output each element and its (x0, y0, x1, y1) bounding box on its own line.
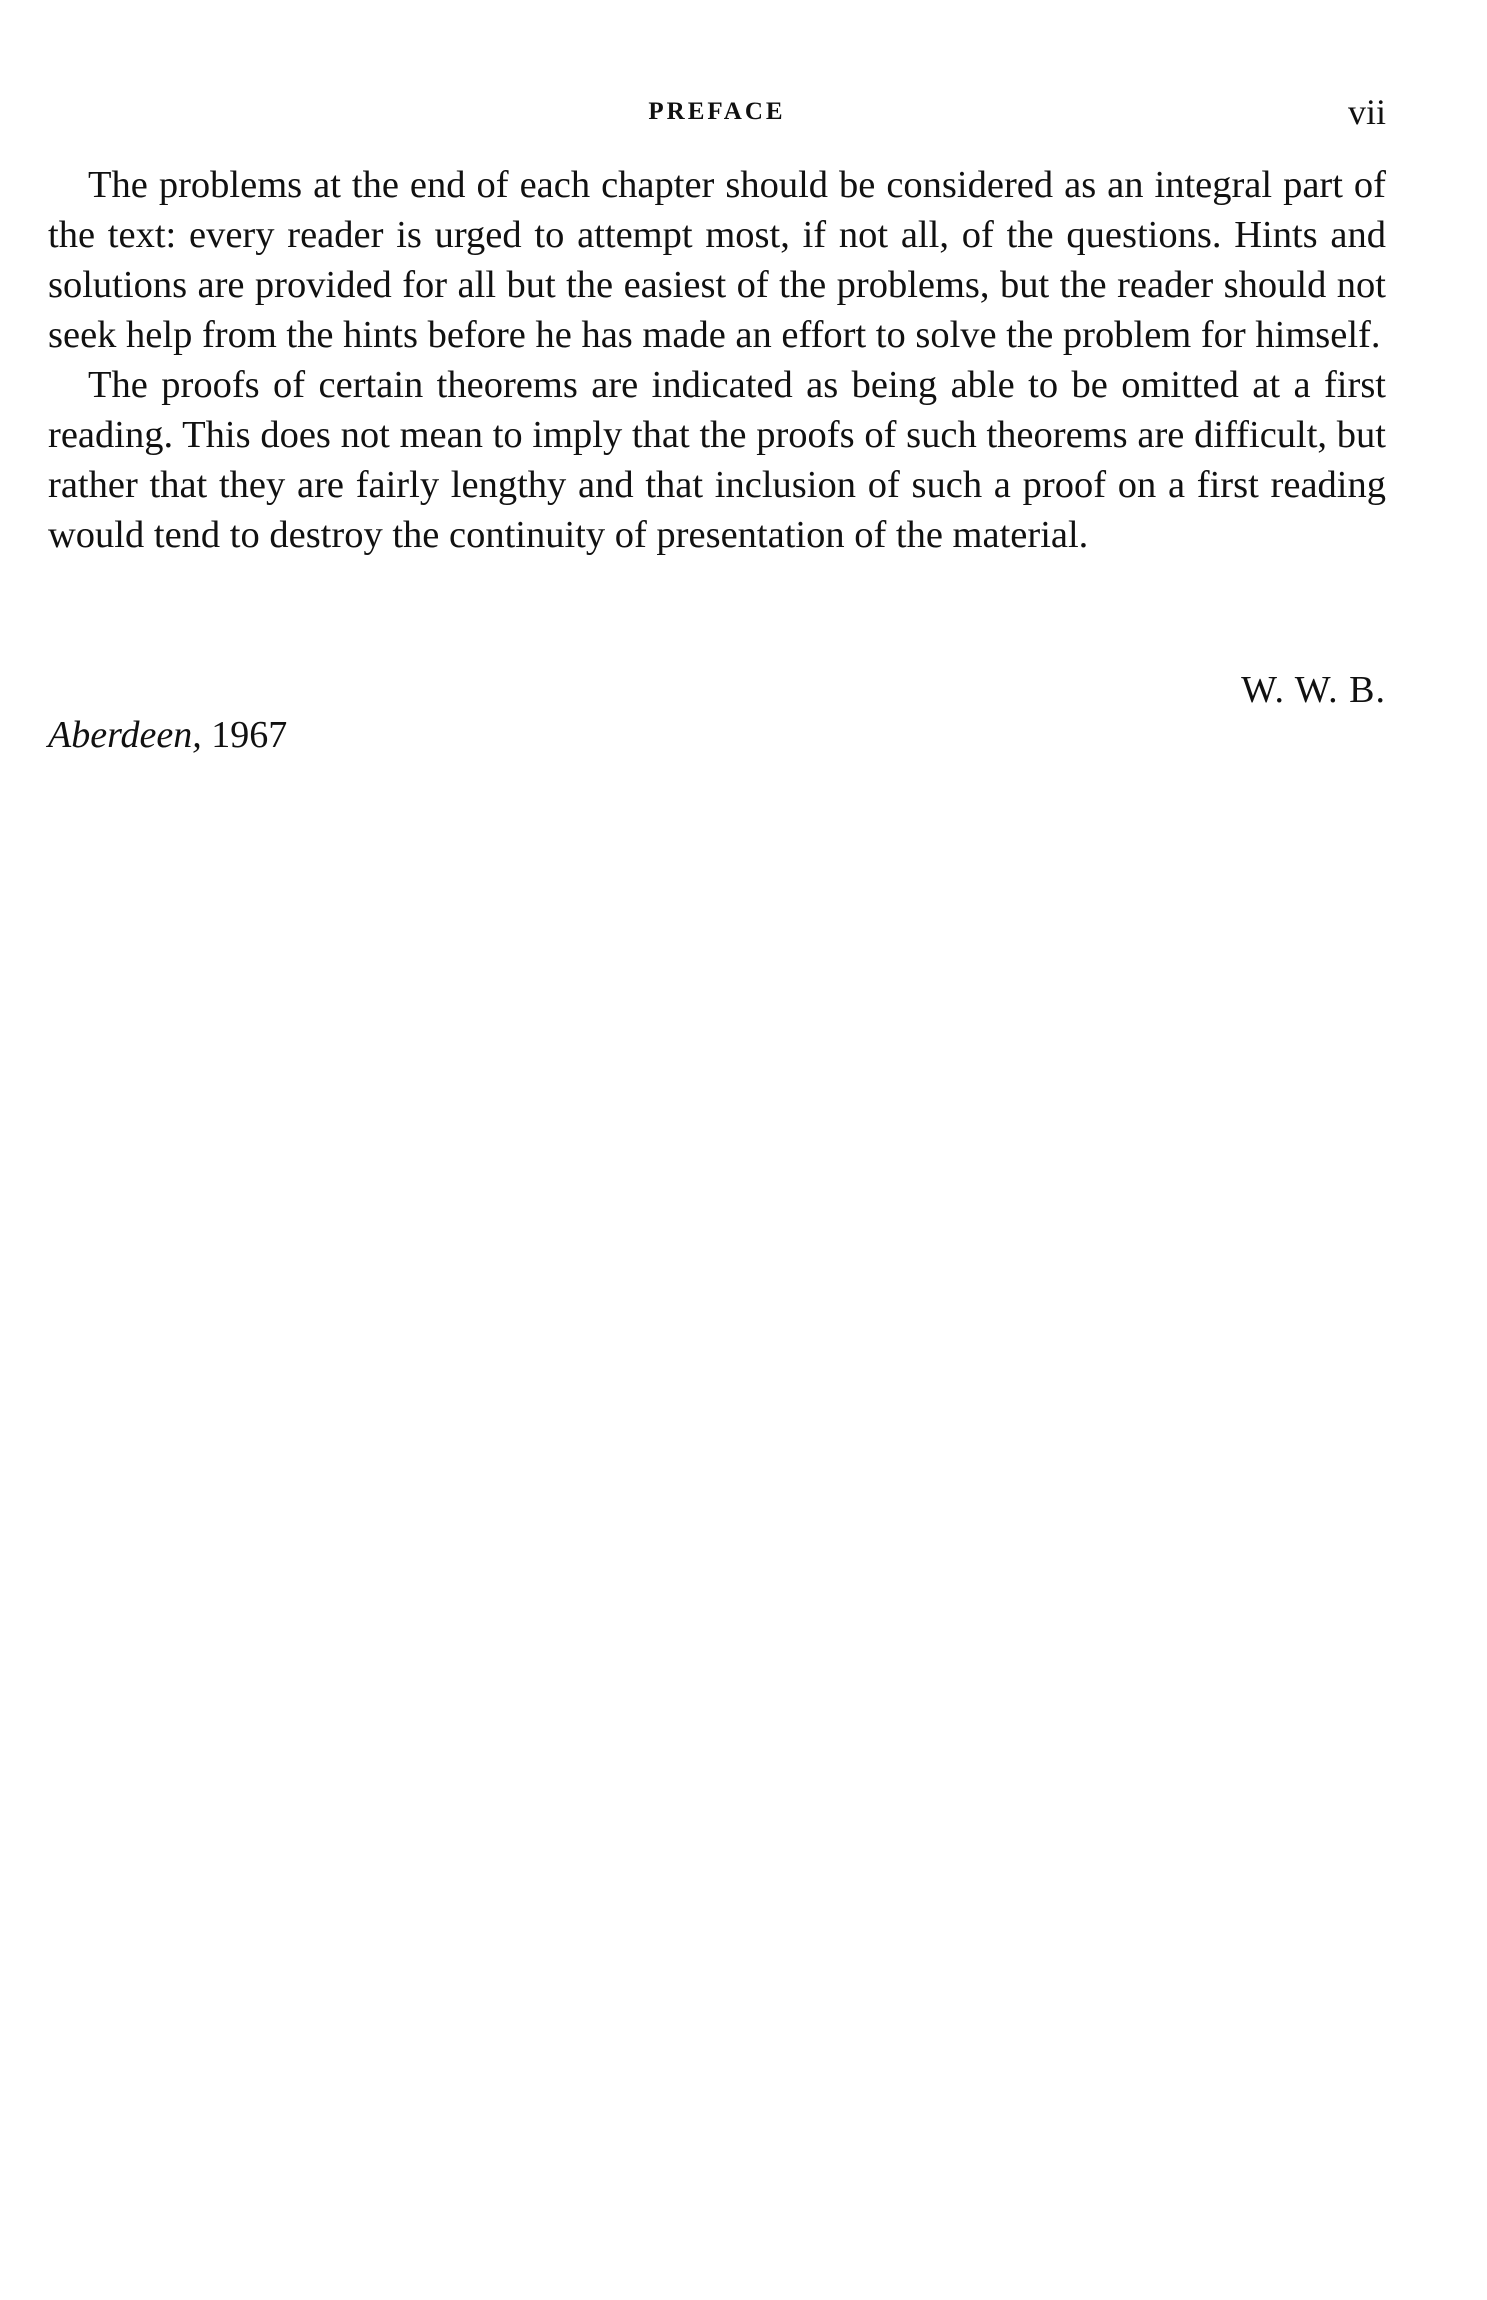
running-head (48, 92, 1386, 132)
year: 1967 (211, 714, 288, 756)
place-name: Aberdeen, (48, 714, 202, 756)
author-initials: W. W. B. (1241, 669, 1386, 711)
preface-body (48, 160, 1386, 560)
page-number: vii (1347, 92, 1386, 132)
paragraph-problems: The problems at the end of each chapter should be considered as an integral part of the text: every reader is urged to attempt most, if not all, of the questions. Hints and solutions are provided for all but the easiest of the problems, but the reader should not seek help from the hints before he has made an effort to solve the problem for himself. (48, 164, 1386, 356)
running-title: PREFACE (648, 98, 786, 125)
place-date (48, 710, 287, 760)
paragraph-proofs: The proofs of certain theorems are indicated as being able to be omitted at a first reading. This does not mean to imply that the proofs of such theorems are difficult, but rather that they are fairly lengthy and that inclusion of such a proof on a first reading would tend to destroy the continuity of presentation of the material. (48, 364, 1386, 556)
